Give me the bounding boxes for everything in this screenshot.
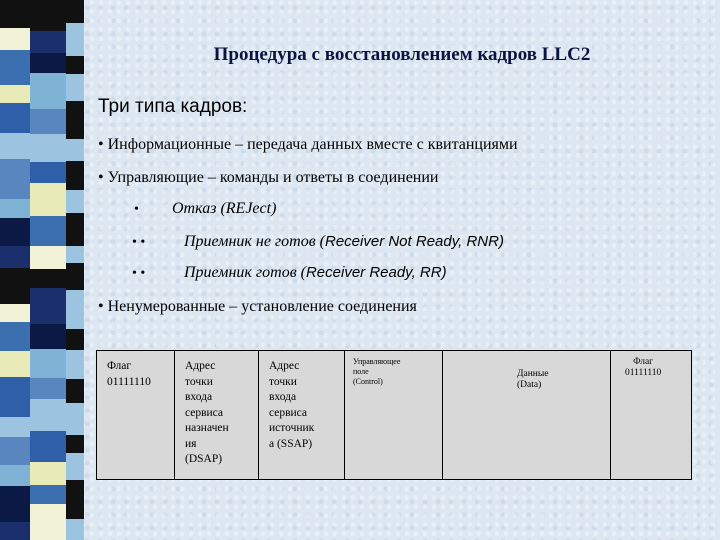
- sub-bullet-marker: • •: [132, 266, 146, 281]
- frame-field-ssap: [259, 351, 345, 479]
- field-text: Адрес точки входа сервиса назначен ия (DSAP): [185, 360, 229, 465]
- slide-title: Процедура с восстановлением кадров LLC2: [213, 44, 591, 65]
- frame-format-table: [96, 350, 692, 480]
- sub-item-rr-latin: Receiver Ready, RR): [305, 264, 447, 281]
- field-text: Адрес точки входа сервиса источник а (SSAP): [269, 360, 315, 450]
- sub-item-rr: [184, 264, 447, 282]
- sub-item-reject-text: Отказ (REJect): [172, 200, 277, 217]
- sub-item-rr-text: Приемник готов (: [184, 264, 306, 281]
- field-text: Флаг 01111110: [625, 357, 662, 378]
- bullet-unnumbered: • Ненумерованные – установление соединения: [98, 298, 417, 315]
- frame-field-data: [443, 351, 611, 479]
- sub-item-reject: [172, 200, 276, 218]
- sub-bullet-marker: • •: [132, 235, 146, 250]
- frame-field-flag-end: [611, 351, 691, 479]
- decorative-stripes: [0, 0, 84, 540]
- field-text: Управляющее поле (Control): [353, 357, 401, 386]
- sub-bullet-marker: •: [134, 202, 139, 217]
- bullet-supervisory: • Управляющие – команды и ответы в соединении: [98, 169, 439, 186]
- field-text: Флаг 01111110: [107, 360, 151, 388]
- frame-field-control: [345, 351, 443, 479]
- frame-field-flag-start: [97, 351, 175, 479]
- field-text: Данные (Data): [517, 369, 549, 390]
- slide-subtitle: Три типа кадров:: [98, 96, 248, 117]
- sub-item-rnr-text: Приемник не готов (: [184, 233, 325, 250]
- sub-item-rnr: [184, 233, 504, 251]
- bullet-informational: • Информационные – передача данных вместе с квитанциями: [98, 136, 518, 153]
- frame-field-dsap: [175, 351, 259, 479]
- sub-item-rnr-latin: Receiver Not Ready, RNR): [325, 233, 504, 250]
